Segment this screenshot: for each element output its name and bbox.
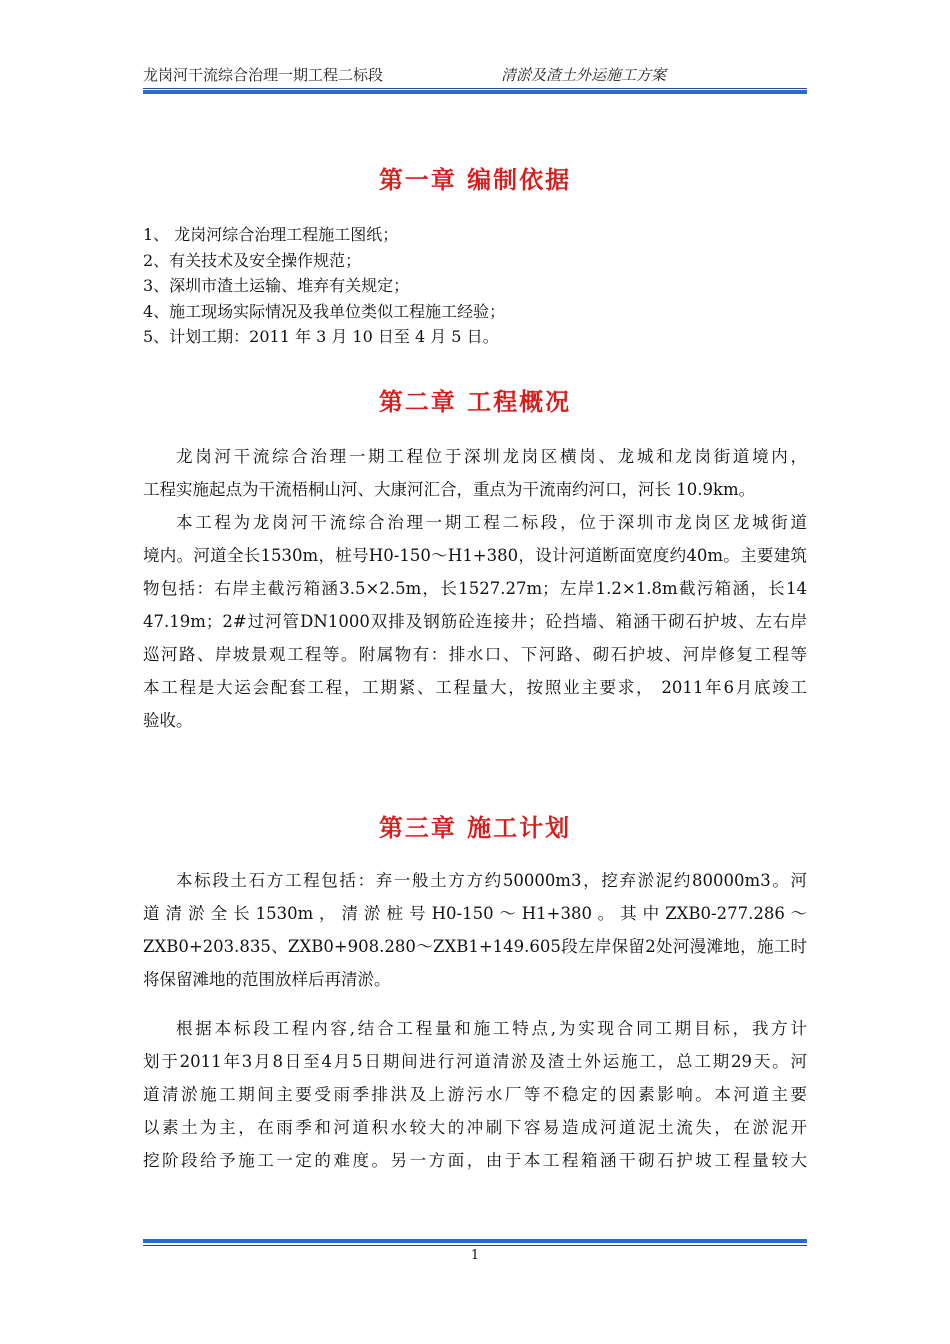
page-number: 1 <box>470 1248 480 1263</box>
text-line: 道 清 淤 全 长 1530m ， 清 淤 桩 号 H0-150 ～ H1+380 。 其 中 ZXB0-277.286 ～ <box>143 904 807 923</box>
text-line: 物包括：右岸主截污箱涵3.5×2.5m，长1527.27m；左岸1.2×1.8m截污箱涵，长14 <box>143 579 807 598</box>
header-rule-thin <box>143 88 807 89</box>
text-line: 划于2011年3月8日至4月5日期间进行河道清淤及渣土外运施工，总工期29天。河 <box>143 1052 807 1071</box>
header-document-title: 清淤及渣土外运施工方案 <box>501 66 667 84</box>
text-line: 47.19m；2#过河管DN1000双排及钢筋砼连接井；砼挡墙、箱涵干砌石护坡、左右岸 <box>143 612 807 631</box>
list-item: 4、施工现场实际情况及我单位类似工程施工经验； <box>143 301 506 321</box>
plan-paragraph-1 <box>143 864 807 996</box>
text-line: 境内。河道全长1530m，桩号H0-150～H1+380，设计河道断面宽度约40m。主要建筑 <box>143 546 807 565</box>
text-line: 根据本标段工程内容,结合工程量和施工特点,为实现合同工期目标，我方计 <box>176 1019 807 1038</box>
text-line: 以素土为主，在雨季和河道积水较大的冲刷下容易造成河道泥土流失，在淤泥开 <box>143 1118 807 1137</box>
list-item: 3、深圳市渣土运输、堆弃有关规定； <box>143 276 410 295</box>
text-line: 挖阶段给予施工一定的难度。另一方面，由于本工程箱涵干砌石护坡工程量较大 <box>143 1151 807 1170</box>
text-line: 验收。 <box>143 711 193 730</box>
text-line: 本工程是大运会配套工程，工期紧、工程量大，按照业主要求， 2011年6月底竣工 <box>143 678 807 697</box>
footer-rule-thick <box>143 1239 807 1243</box>
page-header <box>143 64 807 86</box>
list-item: 1、 龙岗河综合治理工程施工图纸； <box>143 225 399 244</box>
chapter-3-title: 第三章 施工计划 <box>378 813 572 842</box>
text-line: 将保留滩地的范围放样后再清淤。 <box>143 970 391 989</box>
chapter-2-title: 第二章 工程概况 <box>378 387 572 416</box>
footer-rule-thin <box>143 1245 807 1246</box>
text-line: 本工程为龙岗河干流综合治理一期工程二标段，位于深圳市龙岗区龙城街道 <box>176 513 807 532</box>
overview-paragraph-2 <box>143 506 807 737</box>
text-line: 巡河路、岸坡景观工程等。附属物有：排水口、下河路、砌石护坡、河岸修复工程等 <box>143 645 807 664</box>
text-line: ZXB0+203.835、ZXB0+908.280～ZXB1+149.605段左岸保留2处河漫滩地，施工时 <box>143 937 807 956</box>
plan-paragraph-2 <box>143 1012 807 1177</box>
header-project-name: 龙岗河干流综合治理一期工程二标段 <box>143 66 384 84</box>
text-line: 道清淤施工期间主要受雨季排洪及上游污水厂等不稳定的因素影响。本河道主要 <box>143 1085 807 1104</box>
text-line: 本标段土石方工程包括：弃一般土方方约50000m3，挖弃淤泥约80000m3。河 <box>176 871 807 890</box>
text-line: 工程实施起点为干流梧桐山河、大康河汇合，重点为干流南约河口，河长 10.9km。 <box>143 480 756 499</box>
list-item: 5、计划工期：2011 年 3 月 10 日至 4 月 5 日。 <box>143 327 499 346</box>
list-item: 2、有关技术及安全操作规范； <box>143 250 362 270</box>
basis-list <box>143 222 807 350</box>
text-line: 龙岗河干流综合治理一期工程位于深圳龙岗区横岗、龙城和龙岗街道境内， <box>176 447 807 466</box>
header-rule-thick <box>143 90 807 94</box>
overview-paragraph-1 <box>143 440 807 506</box>
chapter-1-title: 第一章 编制依据 <box>378 165 572 194</box>
